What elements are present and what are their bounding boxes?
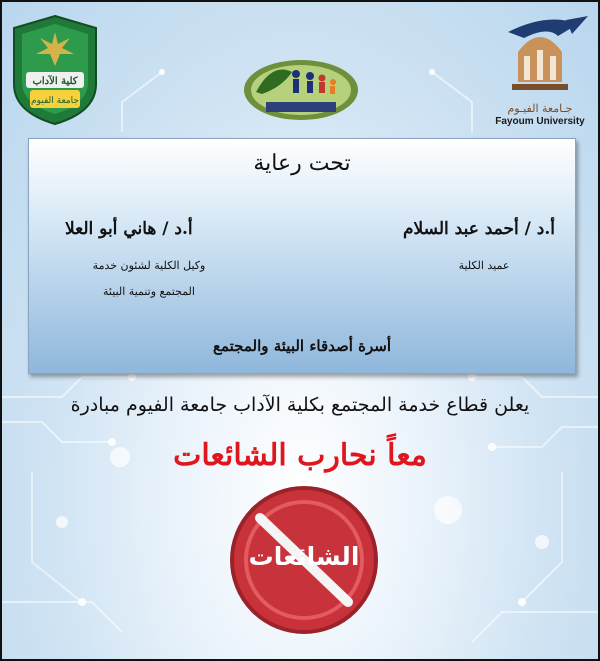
announcement-text: يعلن قطاع خدمة المجتمع بكلية الآداب جامعة الفيوم مبادرة [70,394,530,416]
faculty-of-arts-logo [12,14,98,126]
vice-dean-role-line1: وكيل الكلية لشئون خدمة [92,259,206,272]
no-rumors-sign-label: الشائعات [248,542,360,571]
logo-left-text-bottom: جامعة الفيوم [31,96,79,106]
dean-role: عميد الكلية [458,259,510,272]
university-name-english: Fayoum University [495,116,585,127]
vice-dean-role-line2: المجتمع وتنمية البيئة [103,285,195,298]
campaign-slogan: معاً نحارب الشائعات [173,438,427,473]
sponsorship-panel [28,138,576,374]
vice-dean-name: أ.د / هاني أبو العلا [65,219,193,239]
university-name-arabic: جـامعة الفيـوم [507,102,573,115]
dean-name: أ.د / أحمد عبد السلام [402,219,555,239]
organizer-name: أسرة أصدقاء البيئة والمجتمع [213,337,391,355]
fayoum-university-logo [488,12,592,130]
environment-family-logo [242,52,360,122]
logo-left-text-top: كلية الآداب [32,76,78,87]
sponsorship-title: تحت رعاية [253,151,351,176]
